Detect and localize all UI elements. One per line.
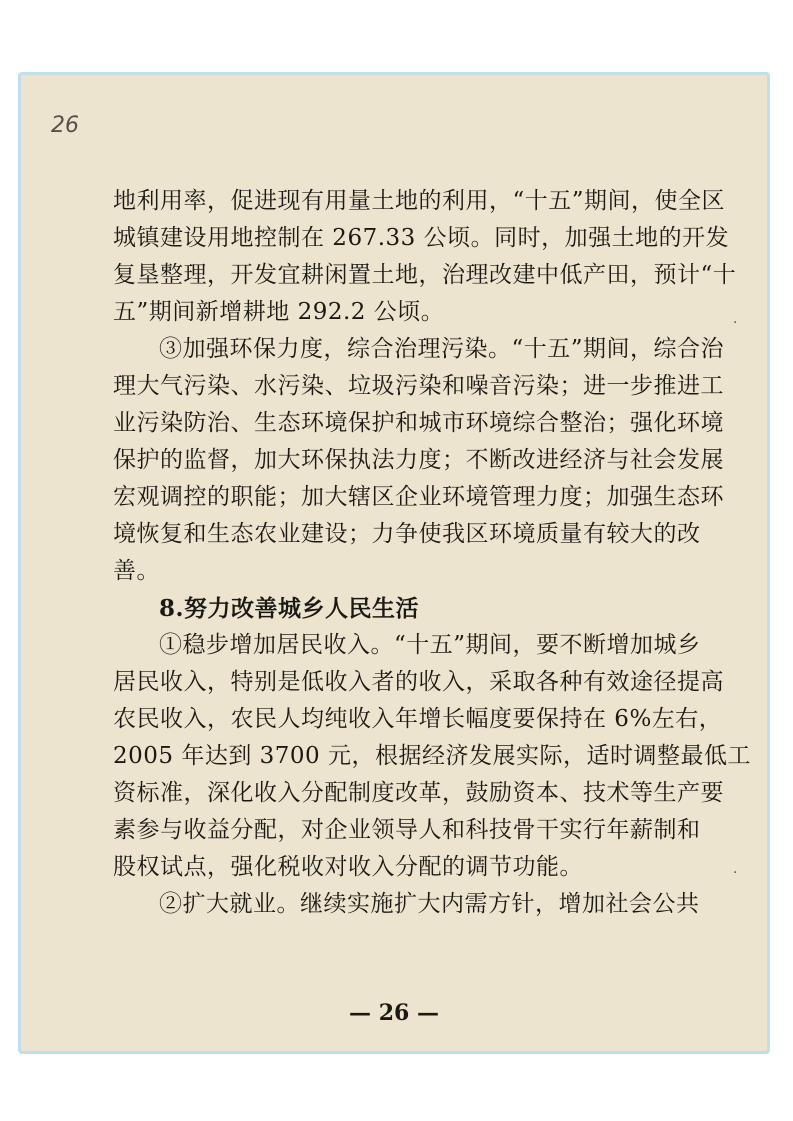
handwritten-page-mark: 26	[51, 113, 79, 138]
section-heading: 8.努力改善城乡人民生活	[159, 595, 420, 622]
text-line: 股权试点，强化税收对收入分配的调节功能。	[113, 854, 583, 880]
text-line: 农民收入，农民人均纯收入年增长幅度要保持在 6%左右，	[113, 706, 723, 732]
page-number: — 26 —	[349, 1000, 439, 1026]
body-text	[113, 183, 751, 923]
text-line: 境恢复和生态农业建设；力争使我区环境质量有较大的改	[113, 521, 701, 547]
text-line: 宏观调控的职能；加大辖区企业环境管理力度；加强生态环	[113, 484, 724, 510]
text-line: 地利用率，促进现有用量土地的利用，“十五”期间，使全区	[113, 188, 726, 214]
text-line: 五”期间新增耕地 292.2 公顷。	[113, 299, 445, 325]
text-line: 理大气污染、水污染、垃圾污染和噪音污染；进一步推进工	[113, 373, 724, 399]
text-line: 保护的监督，加大环保执法力度；不断改进经济与社会发展	[113, 447, 724, 473]
text-line: 城镇建设用地控制在 267.33 公顷。同时，加强土地的开发	[113, 225, 730, 251]
text-line: 2005 年达到 3700 元，根据经济发展实际，适时调整最低工	[113, 743, 751, 769]
text-line: 复垦整理，开发宜耕闲置土地，治理改建中低产田，预计“十	[113, 262, 737, 288]
text-line: ②扩大就业。继续实施扩大内需方针，增加社会公共	[159, 891, 700, 917]
text-line: 居民收入，特别是低收入者的收入，采取各种有效途径提高	[113, 669, 724, 695]
text-line: 资标准，深化收入分配制度改革，鼓励资本、技术等生产要	[113, 780, 724, 806]
text-line: ①稳步增加居民收入。“十五”期间，要不断增加城乡	[159, 632, 701, 658]
scan-speck: ·	[733, 865, 738, 881]
scan-speck: ·	[733, 315, 738, 331]
text-line: 素参与收益分配，对企业领导人和科技骨干实行年薪制和	[113, 817, 701, 843]
text-line: 善。	[113, 558, 160, 584]
text-line: ③加强环保力度，综合治理污染。“十五”期间，综合治	[159, 336, 725, 362]
scanned-page	[18, 72, 770, 1054]
text-line: 业污染防治、生态环境保护和城市环境综合整治；强化环境	[113, 410, 724, 436]
